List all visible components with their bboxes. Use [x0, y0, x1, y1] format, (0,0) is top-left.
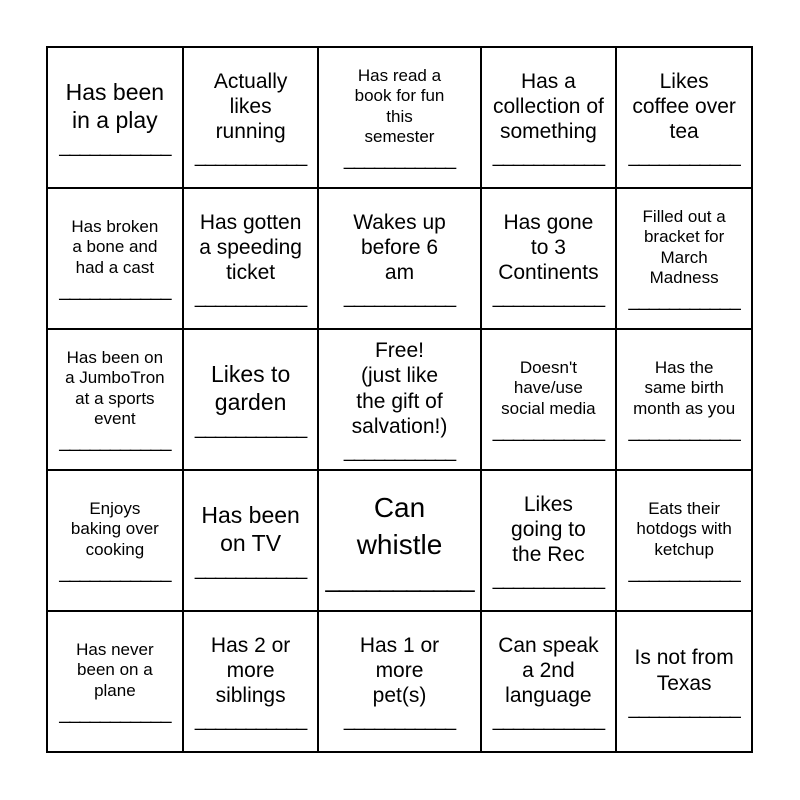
signature-line: ___________	[492, 145, 605, 168]
bingo-cell-text: Has a collection of something	[492, 69, 604, 144]
signature-line: ___________	[194, 145, 307, 168]
bingo-cell-text: Has been on TV	[201, 501, 300, 556]
bingo-cell[interactable]	[47, 188, 183, 329]
signature-line: ___________	[194, 558, 307, 581]
signature-line: ___________	[492, 286, 605, 309]
bingo-cell[interactable]	[318, 47, 480, 188]
bingo-cell-text: Has 2 or more siblings	[210, 633, 291, 708]
bingo-cell-text: Doesn't have/use social media	[501, 357, 596, 418]
signature-line: ___________	[628, 289, 740, 312]
signature-line: ___________	[59, 430, 171, 453]
bingo-cell-text: Is not from Texas	[634, 646, 734, 695]
signature-line: ___________	[325, 562, 474, 593]
bingo-cell-text: Free! (just like the gift of salvation!)	[351, 339, 448, 438]
bingo-cell[interactable]	[47, 329, 183, 470]
signature-line: ___________	[59, 279, 171, 302]
bingo-cell-text: Has gotten a speeding ticket	[199, 210, 302, 285]
bingo-cell-text: Enjoys baking over cooking	[70, 498, 159, 559]
bingo-cell[interactable]	[616, 329, 752, 470]
signature-line: ___________	[343, 439, 456, 462]
bingo-cell[interactable]	[481, 611, 617, 752]
bingo-cell[interactable]	[183, 611, 319, 752]
bingo-board	[46, 46, 753, 753]
bingo-cell[interactable]	[481, 188, 617, 329]
signature-line: ___________	[628, 696, 740, 719]
signature-line: ___________	[59, 135, 171, 158]
bingo-cell[interactable]	[616, 611, 752, 752]
bingo-cell-text: Actually likes running	[213, 69, 288, 144]
bingo-cell[interactable]	[481, 47, 617, 188]
bingo-cell-text: Has been on a JumboTron at a sports event	[65, 347, 165, 428]
bingo-cell[interactable]	[47, 47, 183, 188]
bingo-cell[interactable]	[616, 188, 752, 329]
bingo-cell[interactable]	[318, 470, 480, 611]
bingo-cell-text: Likes to garden	[210, 360, 291, 415]
bingo-cell-text: Has broken a bone and had a cast	[71, 216, 159, 277]
bingo-cell-text: Has the same birth month as you	[633, 357, 736, 418]
signature-line: ___________	[628, 561, 740, 584]
signature-line: ___________	[343, 148, 456, 171]
bingo-cell-text: Can speak a 2nd language	[498, 633, 599, 708]
signature-line: ___________	[343, 709, 456, 732]
bingo-cell[interactable]	[183, 188, 319, 329]
bingo-cell[interactable]	[481, 470, 617, 611]
bingo-cell-text: Can whistle	[356, 492, 443, 560]
signature-line: ___________	[194, 286, 307, 309]
signature-line: ___________	[59, 561, 171, 584]
bingo-cell-text: Likes going to the Rec	[511, 492, 586, 567]
bingo-cell-text: Has 1 or more pet(s)	[359, 633, 440, 708]
signature-line: ___________	[194, 417, 307, 440]
signature-line: ___________	[492, 709, 605, 732]
bingo-cell[interactable]	[481, 329, 617, 470]
bingo-cell-text: Has never been on a plane	[76, 639, 154, 700]
bingo-cell-text: Likes coffee over tea	[632, 69, 736, 144]
bingo-cell[interactable]	[47, 611, 183, 752]
signature-line: ___________	[492, 568, 605, 591]
bingo-cell[interactable]	[616, 470, 752, 611]
bingo-cell[interactable]	[318, 611, 480, 752]
bingo-cell[interactable]	[183, 470, 319, 611]
bingo-cell-text: Has been in a play	[65, 78, 165, 133]
signature-line: ___________	[628, 145, 740, 168]
signature-line: ___________	[492, 420, 605, 443]
bingo-cell-text: Has gone to 3 Continents	[498, 210, 599, 285]
bingo-cell[interactable]	[183, 47, 319, 188]
signature-line: ___________	[59, 702, 171, 725]
bingo-cell-text: Has read a book for fun this semester	[354, 65, 445, 146]
bingo-cell-text: Wakes up before 6 am	[353, 210, 446, 285]
signature-line: ___________	[194, 709, 307, 732]
bingo-cell[interactable]	[318, 188, 480, 329]
bingo-cell[interactable]	[318, 329, 480, 470]
signature-line: ___________	[343, 286, 456, 309]
bingo-cell[interactable]	[47, 470, 183, 611]
bingo-cell[interactable]	[616, 47, 752, 188]
bingo-cell-text: Filled out a bracket for March Madness	[642, 206, 726, 287]
bingo-cell[interactable]	[183, 329, 319, 470]
bingo-cell-text: Eats their hotdogs with ketchup	[636, 498, 732, 559]
signature-line: ___________	[628, 420, 740, 443]
